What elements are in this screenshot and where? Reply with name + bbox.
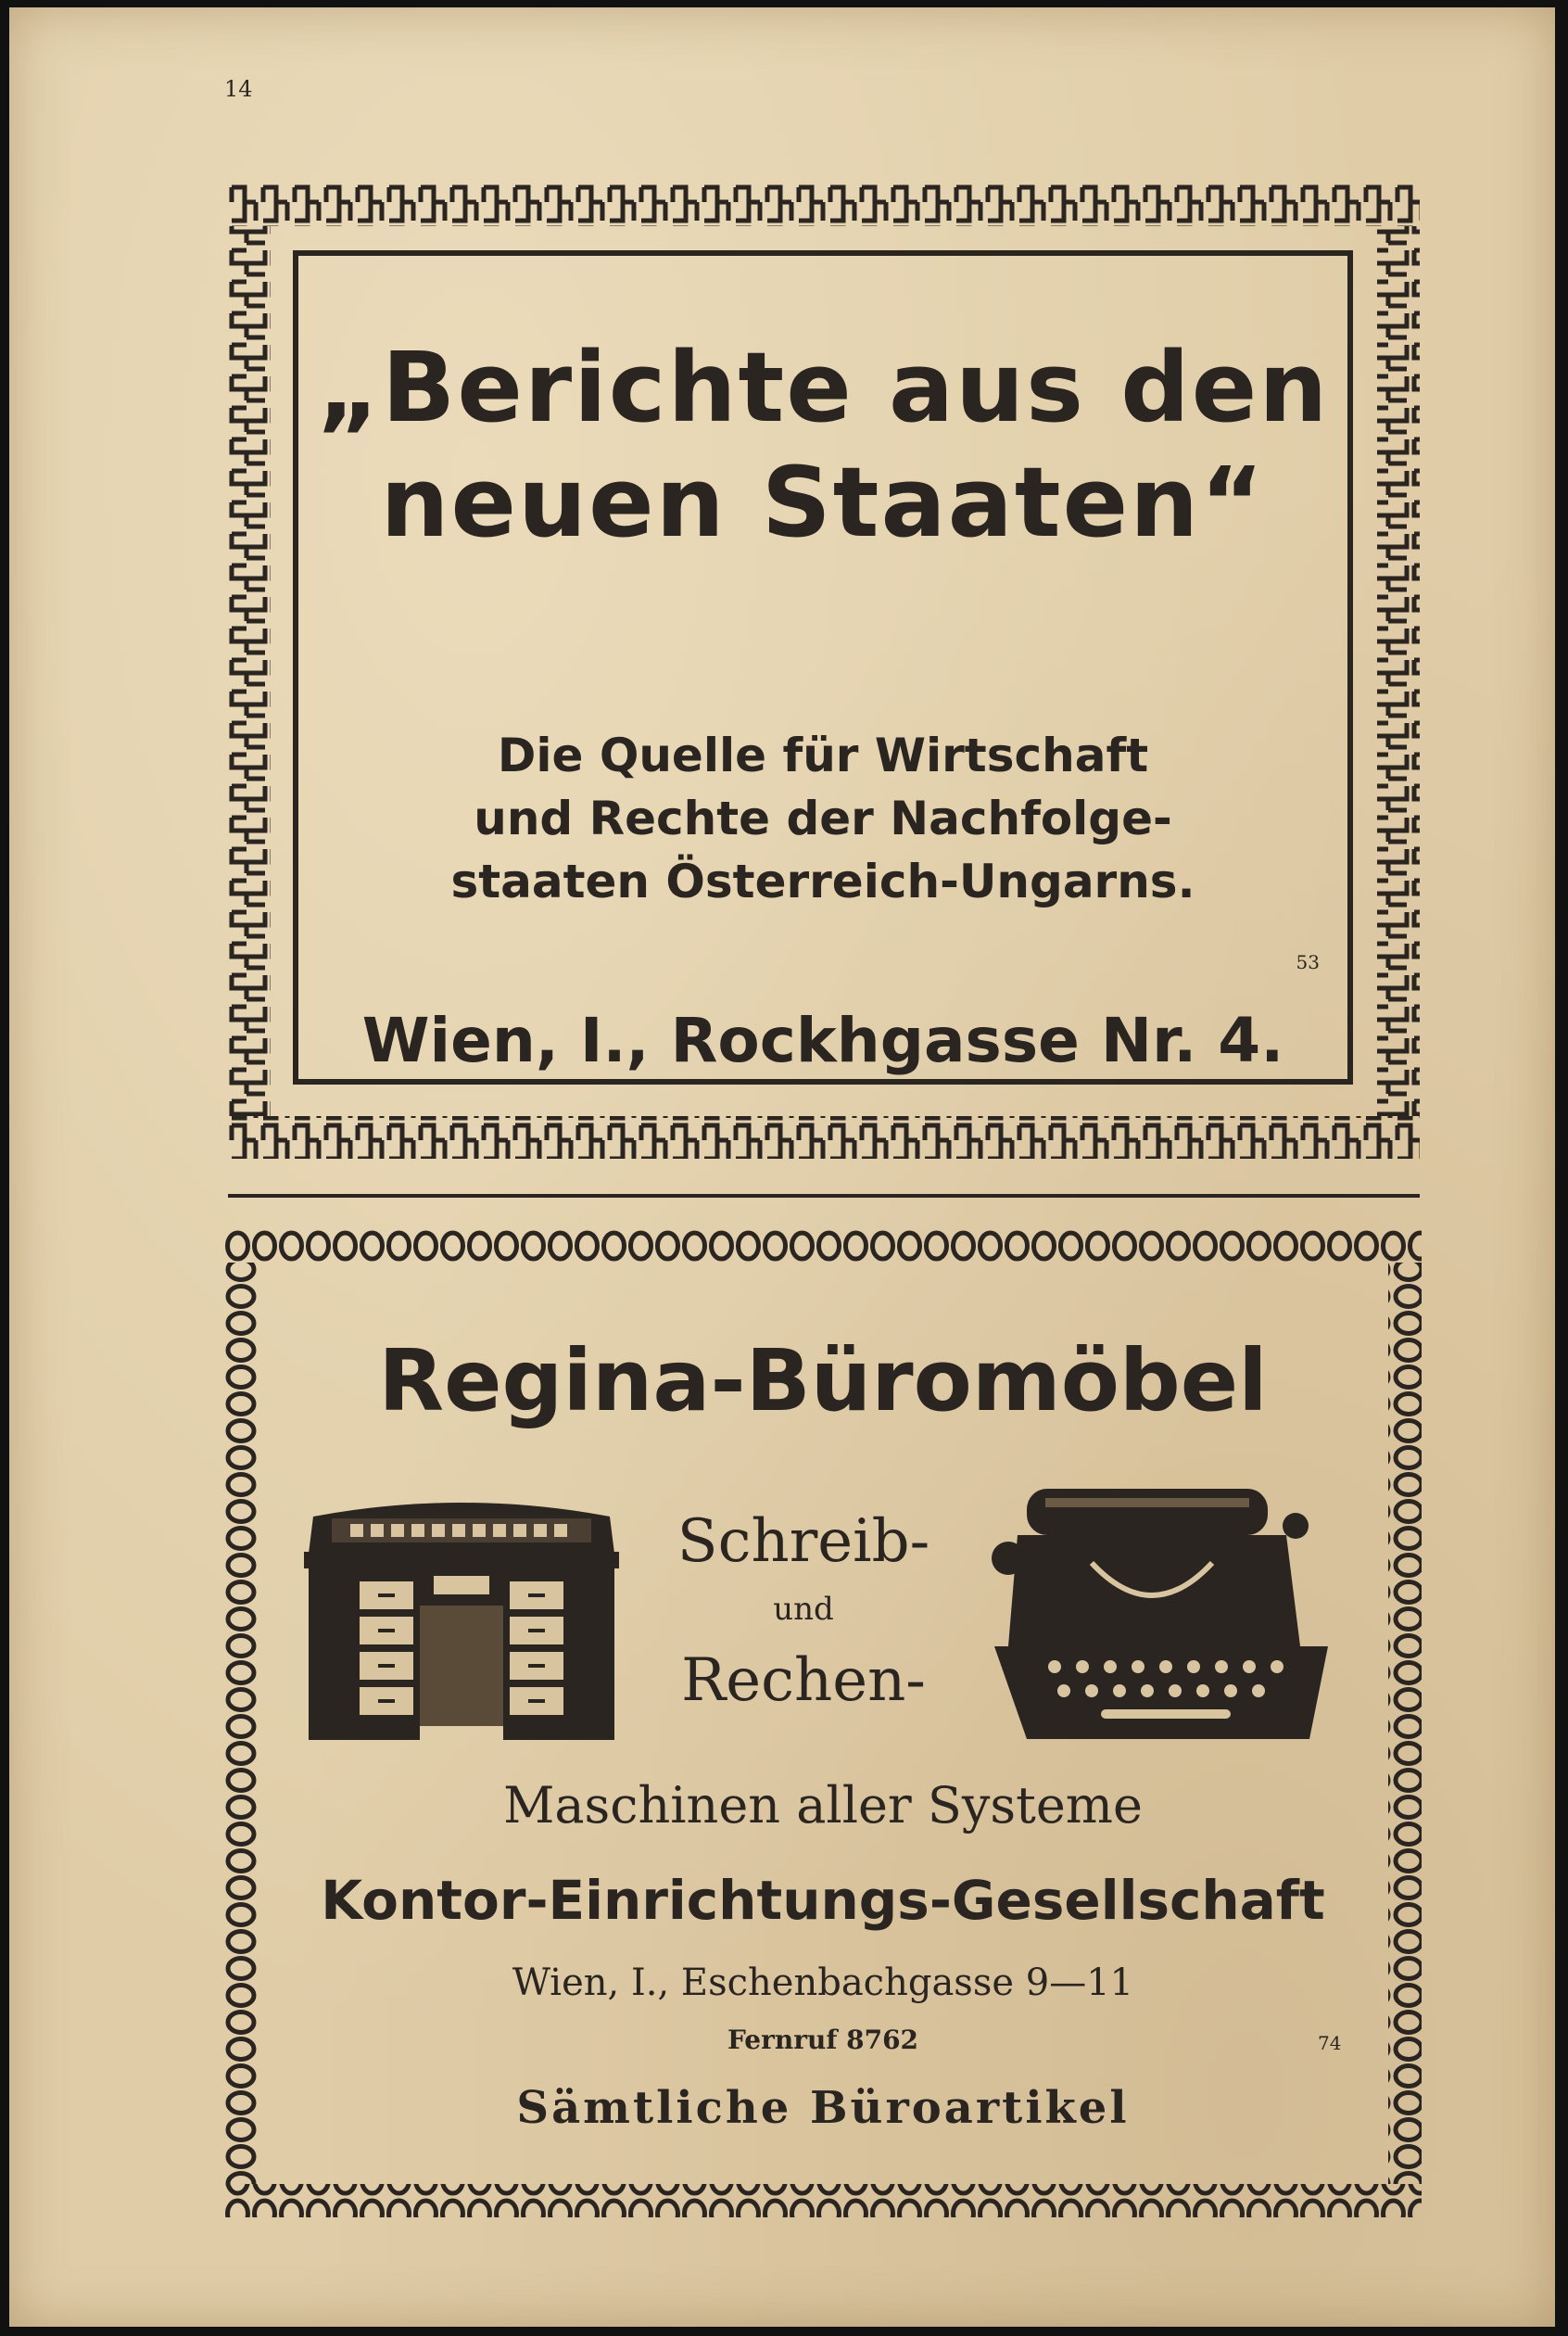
ad-code: 74 [1318, 2032, 1342, 2054]
subheadline-line-2: und Rechte der Nachfolge- [474, 792, 1172, 845]
schreib-label: Schreib- [677, 1507, 930, 1576]
divider-rule [228, 1194, 1420, 1198]
ad-headline: Regina-Büromöbel [378, 1331, 1268, 1430]
company-address: Wien, I., Eschenbachgasse 9—11 [512, 1961, 1134, 2004]
und-label: und [773, 1591, 834, 1628]
advertisement-berichte [228, 184, 1420, 1159]
ad-address: Wien, I., Rockhgasse Nr. 4. [361, 1005, 1284, 1076]
phone-number: Fernruf 8762 [727, 2025, 919, 2055]
ad-subheadline [298, 724, 1347, 913]
ad-headline [298, 330, 1347, 560]
headline-line-1: „Berichte aus den [316, 331, 1330, 444]
page-number: 14 [224, 76, 253, 102]
headline-line-2: neuen Staaten“ [380, 446, 1266, 559]
office-supplies-line: Sämtliche Büroartikel [516, 2082, 1130, 2134]
company-name: Kontor-Einrichtungs-Gesellschaft [321, 1869, 1325, 1932]
machines-line: Maschinen aller Systeme [503, 1776, 1143, 1835]
page-paper [9, 7, 1555, 2327]
typewriter-illustration [990, 1470, 1333, 1748]
ad-inner-frame [293, 250, 1353, 1085]
roll-top-desk-illustration [304, 1498, 619, 1748]
subheadline-line-1: Die Quelle für Wirtschaft [497, 729, 1149, 782]
ad-code: 53 [1296, 951, 1320, 973]
subheadline-line-3: staaten Österreich-Ungarns. [450, 855, 1195, 908]
advertisement-regina [224, 1229, 1422, 2217]
rechen-label: Rechen- [681, 1646, 926, 1715]
